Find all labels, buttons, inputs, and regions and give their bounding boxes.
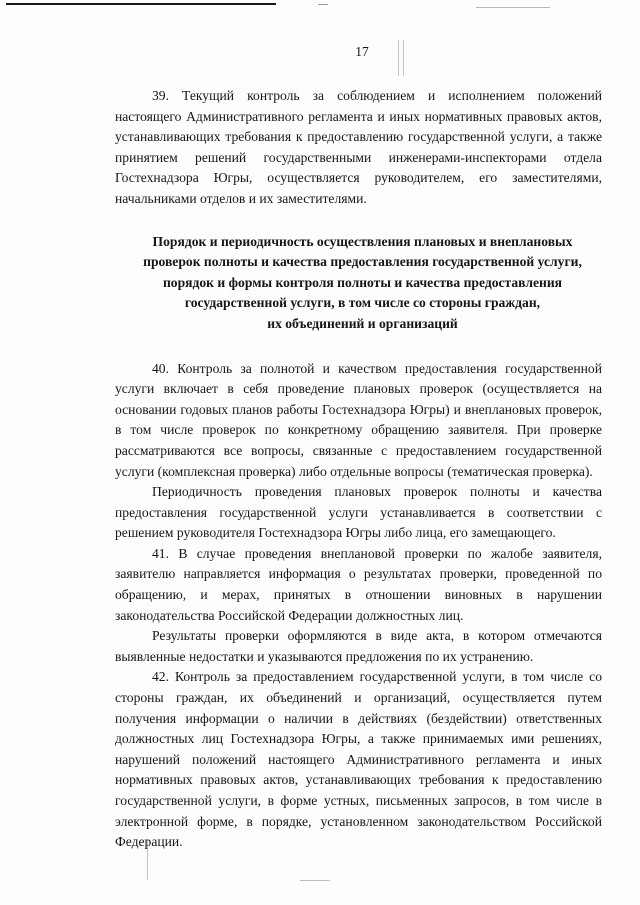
scan-artifact <box>300 880 330 881</box>
paragraph-39: 39. Текущий контроль за соблюдением и исполнением положений настоящего Административного регламента и иных нормативных правовых актов, устанавливающих требования к предоставлению государственной услуги, а также принятием решений государственными инженерами-инспекторами отдела Гостехнадзора Югры, осуществляется руководителем, его заместителями, начальниками отделов и их заместителями. <box>115 88 602 206</box>
heading-line: проверок полноты и качества предоставления государственной услуги, <box>143 254 582 270</box>
heading-line: их объединений и организаций <box>267 315 458 331</box>
scan-artifact <box>476 7 550 8</box>
section-heading <box>115 232 602 335</box>
scan-artifact <box>318 4 328 5</box>
heading-line: Порядок и периодичность осуществления плановых и внеплановых <box>152 233 573 249</box>
page-number: 17 <box>355 44 369 59</box>
heading-line: государственной услуги, в том числе со стороны граждан, <box>184 295 541 311</box>
heading-line: порядок и формы контроля полноты и качества предоставления <box>162 274 563 290</box>
document-body <box>115 86 602 853</box>
paragraph-41-results: Результаты проверки оформляются в виде акта, в котором отмечаются выявленные недостатки и указываются предложения по их устранению. <box>115 628 602 664</box>
paragraph-40: 40. Контроль за полнотой и качеством предоставления государственной услуги включает в себя проведение плановых проверок (осуществляется на основании годовых планов работы Гостехнадзора Югры) и внеплановых проверок, в том числе проверок по конкретному обращению заявителя. При проверке рассматриваются все вопросы, связанные с предоставлением государственной услуги (комплексная проверка) либо отдельные вопросы (тематическая проверка). <box>115 360 602 479</box>
paragraph-41: 41. В случае проведения внеплановой проверки по жалобе заявителя, заявителю направляется информация о результатах проверки, проведенной по обращению, и мерах, принятых в отношении виновных в нарушении законодательства Российской Федерации должностных лиц. <box>115 545 602 623</box>
paragraph-40-periodicity: Периодичность проведения плановых проверок полноты и качества предоставления государственной услуги устанавливается в соответствии с решением руководителя Гостехнадзора Югры либо лица, его замещающего. <box>115 484 602 541</box>
top-border-line <box>6 3 276 5</box>
paragraph-42: 42. Контроль за предоставлением государственной услуги, в том числе со стороны граждан, их объединений и организаций, осуществляется путем получения информации о наличии в действиях (бездействии) ответственных должностных лиц Гостехнадзора Югры, а также принимаемых ими решениях, нарушений положений настоящего Административного регламента и иных нормативных правовых актов, устанавливающих требования к предоставлению государственной услуги, в форме устных, письменных запросов, в том числе в электронной форме, в порядке, установленном законодательством Российской Федерации. <box>115 669 602 850</box>
